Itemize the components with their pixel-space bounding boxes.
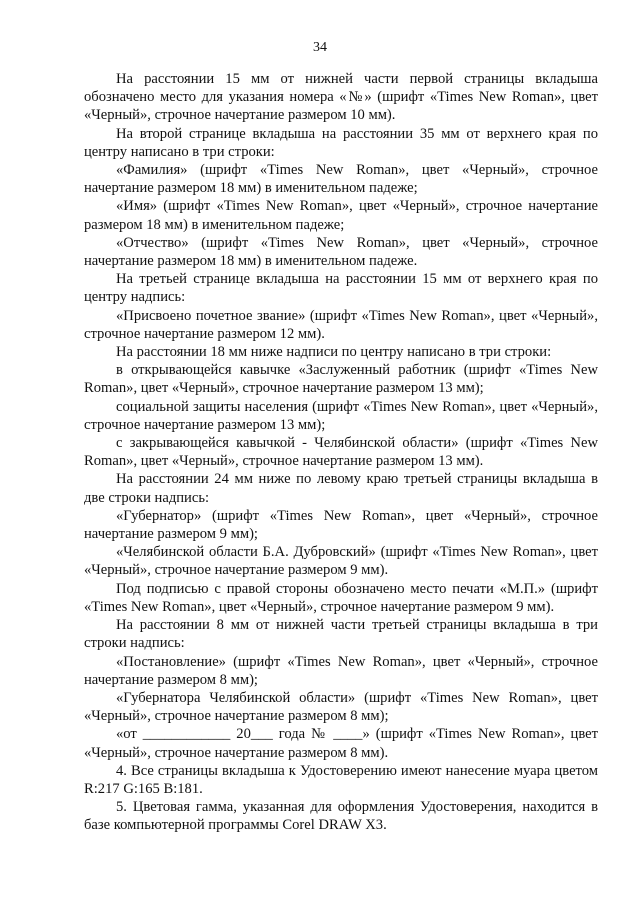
paragraph: с закрывающейся кавычкой - Челябинской области» (шрифт «Times New Roman», цвет «Черный», строчное начертание размером 13 мм). (84, 435, 598, 470)
paragraph: «Челябинской области Б.А. Дубровский» (шрифт «Times New Roman», цвет «Черный», строчное начертание размером 9 мм). (84, 544, 598, 579)
paragraph: На второй странице вкладыша на расстоянии 35 мм от верхнего края по центру написано в три строки: (84, 125, 598, 160)
paragraph: «от ____________ 20___ года № ____» (шрифт «Times New Roman», цвет «Черный», строчное начертание размером 8 мм). (84, 726, 598, 761)
paragraph: «Имя» (шрифт «Times New Roman», цвет «Черный», строчное начертание размером 18 мм) в именительном падеже; (84, 198, 598, 233)
paragraph: На расстоянии 8 мм от нижней части третьей страницы вкладыша в три строки надпись: (84, 617, 598, 652)
paragraph: На третьей странице вкладыша на расстоянии 15 мм от верхнего края по центру надпись: (84, 271, 598, 306)
paragraph: Под подписью с правой стороны обозначено место печати «М.П.» (шрифт «Times New Roman», цвет «Черный», строчное начертание размером 9 мм). (84, 580, 598, 615)
paragraph: «Губернатор» (шрифт «Times New Roman», цвет «Черный», строчное начертание размером 9 мм); (84, 507, 598, 543)
paragraph: На расстоянии 24 мм ниже по левому краю третьей страницы вкладыша в две строки надпись: (84, 471, 598, 506)
paragraph: На расстоянии 15 мм от нижней части первой страницы вкладыша обозначено место для указания номера «№» (шрифт «Times New Roman», цвет «Черный», строчное начертание размером 10 мм). (84, 71, 598, 124)
paragraph: «Постановление» (шрифт «Times New Roman», цвет «Черный», строчное начертание размером 8 мм); (84, 653, 598, 688)
paragraph: социальной защиты населения (шрифт «Times New Roman», цвет «Черный», строчное начертание размером 13 мм); (84, 398, 598, 433)
paragraph: в открывающейся кавычке «Заслуженный работник (шрифт «Times New Roman», цвет «Черный», строчное начертание размером 13 мм); (84, 362, 598, 397)
document-body (84, 70, 598, 835)
page-number: 34 (313, 40, 327, 55)
paragraph: 4. Все страницы вкладыша к Удостоверению имеют нанесение муара цветом R:217 G:165 B:181. (84, 762, 598, 797)
paragraph: На расстоянии 18 мм ниже надписи по центру написано в три строки: (116, 344, 552, 361)
paragraph: 5. Цветовая гамма, указанная для оформления Удостоверения, находится в базе компьютерной программы Corel DRAW X3. (84, 799, 598, 834)
paragraph: «Губернатора Челябинской области» (шрифт «Times New Roman», цвет «Черный», строчное начертание размером 8 мм); (84, 689, 598, 725)
paragraph: «Отчество» (шрифт «Times New Roman», цвет «Черный», строчное начертание размером 18 мм) в именительном падеже. (84, 234, 598, 270)
paragraph: «Фамилия» (шрифт «Times New Roman», цвет «Черный», строчное начертание размером 18 мм) в именительном падеже; (84, 162, 598, 197)
paragraph: «Присвоено почетное звание» (шрифт «Times New Roman», цвет «Черный», строчное начертание размером 12 мм). (84, 307, 598, 342)
